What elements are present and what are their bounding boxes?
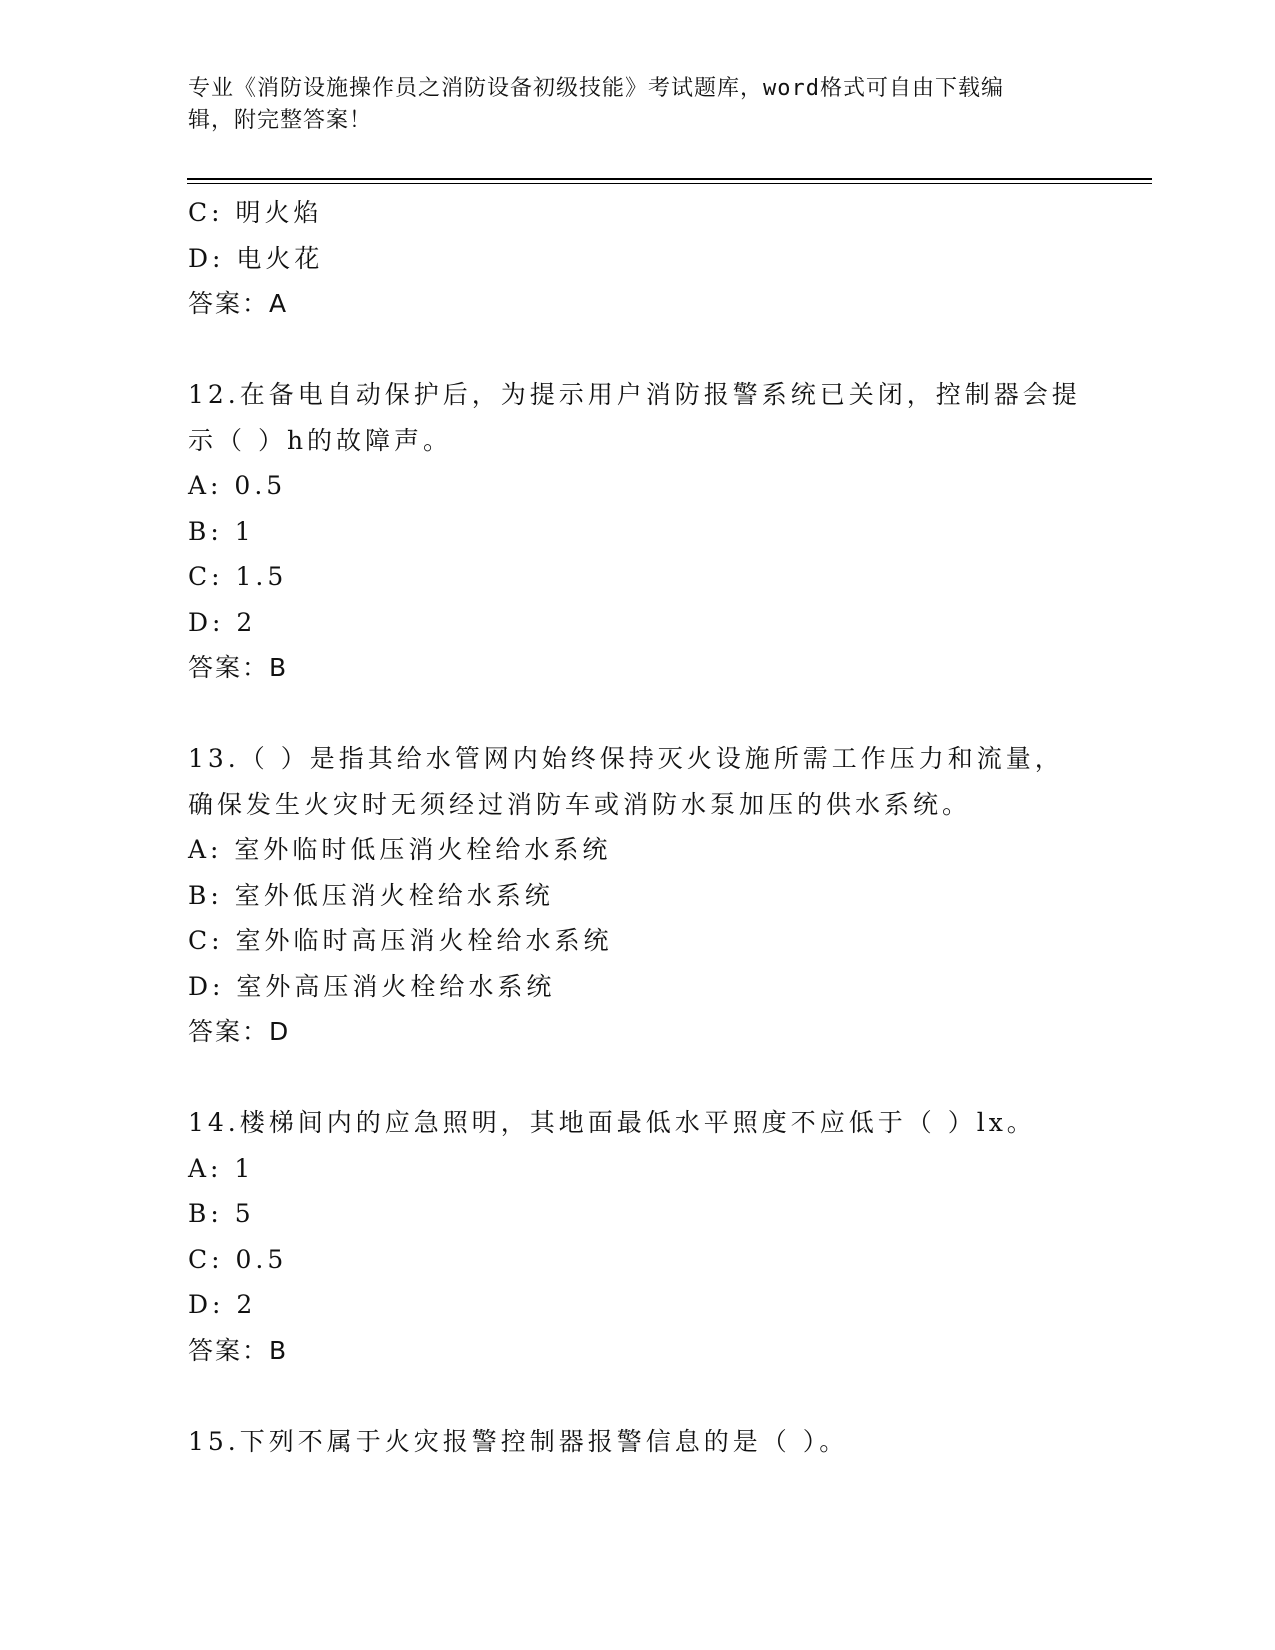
document-header bbox=[188, 73, 1068, 137]
header-rule-thick bbox=[187, 178, 1152, 180]
option-c: C: 1.5 bbox=[188, 562, 288, 591]
answer-line: 答案：A bbox=[188, 289, 289, 318]
option-c: C: 室外临时高压消火栓给水系统 bbox=[188, 926, 613, 955]
option-a: A: 0.5 bbox=[188, 471, 287, 500]
option-b: B: 1 bbox=[188, 516, 255, 546]
question-stem: 14.楼梯间内的应急照明，其地面最低水平照度不应低于（ ）lx。 bbox=[188, 1108, 1036, 1137]
question-11-tail bbox=[188, 190, 1088, 327]
spacer bbox=[188, 691, 1088, 737]
spacer bbox=[188, 1373, 1088, 1419]
option-b: B: 5 bbox=[188, 1199, 255, 1228]
option-d: D: 室外高压消火栓给水系统 bbox=[188, 971, 556, 1001]
option-b: B: 室外低压消火栓给水系统 bbox=[188, 880, 554, 910]
question-stem: 15.下列不属于火灾报警控制器报警信息的是（ ）。 bbox=[188, 1426, 849, 1456]
question-14 bbox=[188, 1100, 1088, 1373]
option-d: D: 2 bbox=[188, 1290, 257, 1319]
header-rule-thin bbox=[187, 183, 1152, 184]
header-line-2: 辑，附完整答案！ bbox=[188, 108, 373, 133]
option-c: C: 明火焰 bbox=[188, 198, 323, 227]
question-stem: 确保发生火灾时无须经过消防车或消防水泵加压的供水系统。 bbox=[188, 789, 972, 819]
question-15 bbox=[188, 1419, 1088, 1465]
option-a: A: 1 bbox=[188, 1153, 255, 1183]
spacer bbox=[188, 1055, 1088, 1101]
option-c: C: 0.5 bbox=[188, 1244, 288, 1274]
question-13 bbox=[188, 736, 1088, 1055]
question-stem: 示（ ）h的故障声。 bbox=[188, 425, 453, 455]
question-stem: 12.在备电自动保护后，为提示用户消防报警系统已关闭，控制器会提 bbox=[188, 380, 1081, 409]
option-a: A: 室外临时低压消火栓给水系统 bbox=[188, 835, 612, 864]
answer-line: 答案：B bbox=[188, 1335, 289, 1365]
question-stem: 13.（ ）是指其给水管网内始终保持灭火设施所需工作压力和流量， bbox=[188, 744, 1064, 773]
option-d: D: 2 bbox=[188, 607, 257, 637]
option-d: D: 电火花 bbox=[188, 243, 324, 273]
answer-line: 答案：D bbox=[188, 1017, 291, 1046]
question-12 bbox=[188, 372, 1088, 691]
spacer bbox=[188, 327, 1088, 373]
question-list bbox=[188, 190, 1088, 1464]
header-line-1: 专业《消防设施操作员之消防设备初级技能》考试题库，word格式可自由下载编 bbox=[188, 76, 1004, 101]
answer-line: 答案：B bbox=[188, 653, 289, 682]
